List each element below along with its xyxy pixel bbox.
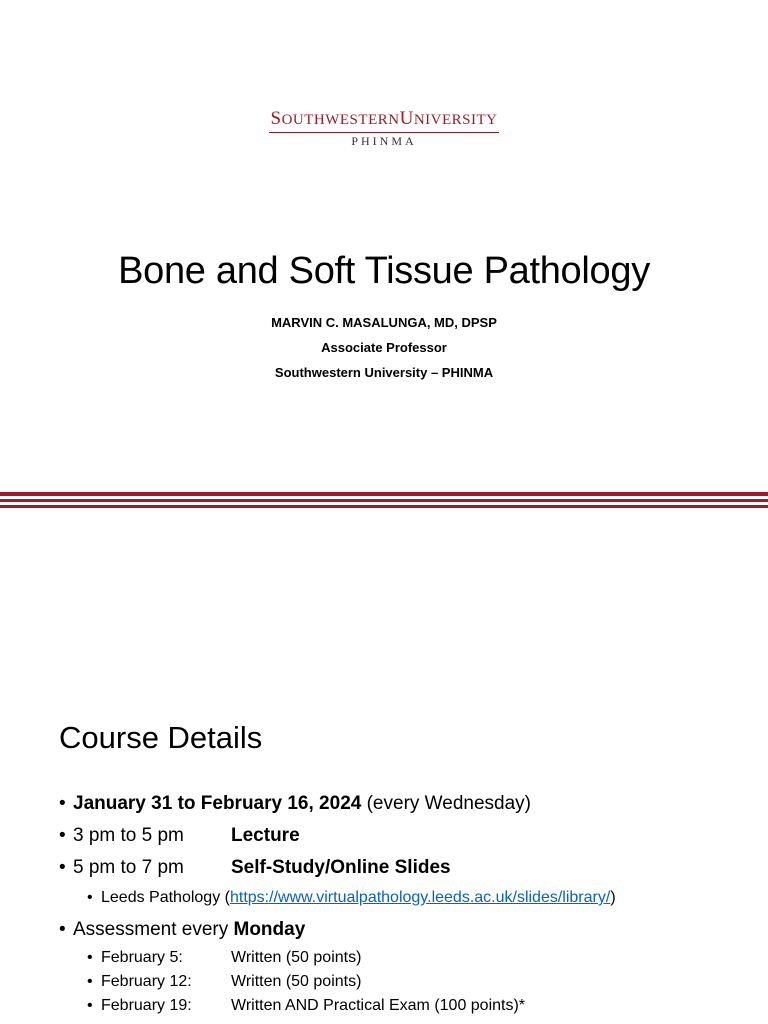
sub-item-exam-3: [59, 994, 759, 1018]
self-study-activity: Self-Study/Online Slides: [231, 857, 451, 878]
bullet-icon: •: [87, 997, 93, 1014]
sub-item-leeds: [59, 886, 759, 916]
lecture-time: 3 pm to 5 pm: [73, 825, 184, 846]
assessment-label: Assessment every: [73, 919, 234, 940]
section-heading: Course Details: [59, 720, 263, 755]
leeds-label: Leeds Pathology (: [101, 889, 230, 906]
dates-text: January 31 to February 16, 2024: [73, 793, 362, 814]
logo-wordmark: [269, 108, 500, 133]
exam-date: February 12:: [101, 973, 192, 990]
author-position: Associate Professor: [321, 340, 447, 355]
list-item-assessment: [59, 916, 759, 946]
list-item-self-study: [59, 854, 759, 886]
list-item-lecture: [59, 822, 759, 854]
self-study-time: 5 pm to 7 pm: [73, 857, 184, 878]
divider-rule-bottom: [0, 505, 768, 508]
university-logo: [0, 108, 768, 149]
course-details-list: [59, 790, 759, 1018]
exam-date: February 19:: [101, 997, 192, 1014]
sub-item-exam-1: [59, 946, 759, 970]
bullet-icon: •: [59, 919, 66, 940]
bullet-icon: •: [59, 825, 66, 846]
bullet-icon: •: [87, 949, 93, 966]
logo-text-niversity: NIVERSITY: [413, 112, 498, 128]
leeds-suffix: ): [610, 889, 616, 906]
author-name: MARVIN C. MASALUNGA, MD, DPSP: [271, 315, 497, 330]
logo-letter-s: S: [270, 108, 282, 129]
assessment-day: Monday: [233, 919, 306, 940]
logo-subtitle: PHINMA: [351, 134, 417, 148]
course-details-slide: [0, 510, 768, 1024]
logo-text-outhwestern: OUTHWESTERN: [281, 112, 400, 128]
slide-title: Bone and Soft Tissue Pathology: [118, 250, 650, 292]
divider-rule-middle: [0, 499, 768, 502]
divider-rule-top: [0, 492, 768, 496]
author-block: [0, 310, 768, 385]
author-affiliation: Southwestern University – PHINMA: [274, 365, 494, 380]
exam-date: February 5:: [101, 949, 183, 966]
exam-description: Written (50 points): [231, 973, 362, 990]
bullet-icon: •: [59, 793, 66, 814]
dates-note: (every Wednesday): [361, 793, 531, 814]
exam-description: Written (50 points): [231, 949, 362, 966]
logo-letter-u: U: [399, 108, 414, 129]
sub-item-exam-2: [59, 970, 759, 994]
title-slide: [0, 0, 768, 510]
bullet-icon: •: [59, 857, 66, 878]
list-item-dates: [59, 790, 759, 822]
exam-description: Written AND Practical Exam (100 points)*: [231, 997, 526, 1014]
bullet-icon: •: [87, 973, 93, 990]
leeds-link[interactable]: https://www.virtualpathology.leeds.ac.uk/slides/library/: [229, 889, 611, 906]
bullet-icon: •: [87, 889, 93, 906]
lecture-activity: Lecture: [231, 825, 300, 846]
